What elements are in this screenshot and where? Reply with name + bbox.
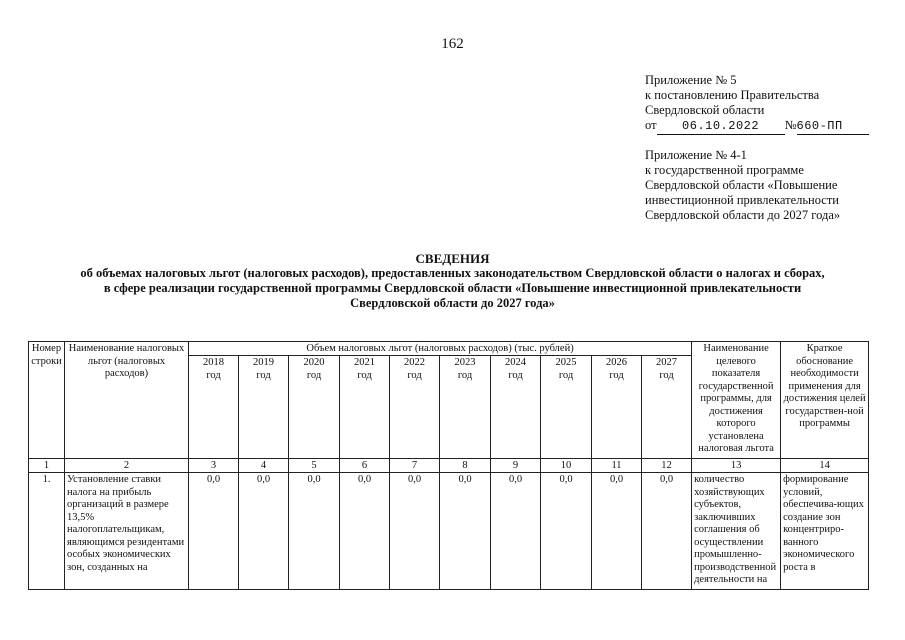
header-name: Наименование налоговых льгот (налоговых расходов) bbox=[65, 342, 189, 459]
year-unit: год bbox=[306, 369, 322, 381]
column-number: 13 bbox=[692, 459, 781, 473]
column-number: 3 bbox=[189, 459, 239, 473]
year-label: 2023 bbox=[454, 357, 476, 368]
tax-benefits-table bbox=[28, 341, 869, 590]
year-header bbox=[289, 356, 340, 459]
value-cell: 0,0 bbox=[592, 473, 642, 590]
title-line3: Свердловской области до 2027 года» bbox=[350, 296, 555, 310]
year-unit: год bbox=[659, 369, 674, 381]
appendix-program-line5: Свердловской области до 2027 года» bbox=[645, 208, 841, 222]
value-cell: 0,0 bbox=[289, 473, 340, 590]
column-number: 9 bbox=[491, 459, 541, 473]
year-label: 2019 bbox=[253, 357, 274, 368]
column-number: 14 bbox=[781, 459, 869, 473]
year-header bbox=[390, 356, 440, 459]
appendix-decree-line1: Приложение № 5 bbox=[645, 73, 737, 87]
year-header bbox=[642, 356, 692, 459]
value-cell: 0,0 bbox=[340, 473, 390, 590]
header-indicator: Наименование целевого показателя государственной программы, для достижения которого установлена налоговая льгота bbox=[692, 342, 781, 459]
year-unit: год bbox=[357, 369, 372, 381]
column-number: 6 bbox=[340, 459, 390, 473]
header-justification: Краткое обоснование необходимости применения для достижения целей государствен-ной программы bbox=[781, 342, 869, 459]
column-number: 2 bbox=[65, 459, 189, 473]
year-label: 2025 bbox=[555, 357, 577, 368]
column-number-row bbox=[29, 459, 869, 473]
year-header bbox=[440, 356, 491, 459]
year-label: 2021 bbox=[354, 357, 375, 368]
table-row bbox=[29, 473, 869, 590]
year-label: 2022 bbox=[404, 357, 425, 368]
decree-number: 660-ПП bbox=[797, 119, 869, 135]
year-unit: год bbox=[609, 369, 624, 381]
year-unit: год bbox=[206, 369, 221, 381]
year-header bbox=[491, 356, 541, 459]
appendix-program-line2: к государственной программе bbox=[645, 163, 804, 177]
column-number: 7 bbox=[390, 459, 440, 473]
year-header bbox=[541, 356, 592, 459]
appendix-program bbox=[645, 148, 840, 223]
year-label: 2020 bbox=[303, 357, 325, 368]
value-cell: 0,0 bbox=[189, 473, 239, 590]
value-cell: 0,0 bbox=[541, 473, 592, 590]
year-header bbox=[189, 356, 239, 459]
header-volume: Объем налоговых льгот (налоговых расходов) (тыс. рублей) bbox=[189, 342, 692, 356]
year-label: 2027 bbox=[656, 357, 678, 368]
year-unit: год bbox=[558, 369, 574, 381]
appendix-decree bbox=[645, 73, 869, 135]
row-number: 1. bbox=[29, 473, 65, 590]
column-number: 4 bbox=[239, 459, 289, 473]
value-cell: 0,0 bbox=[440, 473, 491, 590]
year-header bbox=[340, 356, 390, 459]
year-unit: год bbox=[457, 369, 473, 381]
year-label: 2026 bbox=[606, 357, 627, 368]
column-number: 12 bbox=[642, 459, 692, 473]
header-row-top bbox=[29, 342, 869, 356]
page-number: 162 bbox=[441, 36, 464, 52]
value-cell: 0,0 bbox=[390, 473, 440, 590]
year-unit: год bbox=[256, 369, 271, 381]
column-number: 8 bbox=[440, 459, 491, 473]
value-cell: 0,0 bbox=[491, 473, 541, 590]
decree-date: 06.10.2022 bbox=[657, 119, 785, 135]
appendix-decree-line2: к постановлению Правительства bbox=[645, 88, 820, 102]
column-number: 11 bbox=[592, 459, 642, 473]
year-label: 2024 bbox=[505, 357, 526, 368]
target-indicator: количество хозяйствующих субъектов, заключивших соглашения об осуществлении промышленно-производственной деятельности на bbox=[692, 473, 781, 590]
title-line2: в сфере реализации государственной программы Свердловской области «Повышение инвестиционной привлекательности bbox=[103, 281, 802, 295]
year-unit: год bbox=[407, 369, 422, 381]
appendix-decree-line3: Свердловской области bbox=[645, 103, 765, 117]
date-prefix: от bbox=[645, 118, 657, 132]
year-label: 2018 bbox=[203, 357, 224, 368]
column-number: 10 bbox=[541, 459, 592, 473]
document-title bbox=[0, 251, 905, 311]
column-number: 5 bbox=[289, 459, 340, 473]
appendix-program-line3: Свердловской области «Повышение bbox=[645, 178, 838, 192]
header-row-number: Номер строки bbox=[29, 342, 65, 459]
number-prefix: № bbox=[784, 118, 797, 132]
justification: формирование условий, обеспечива-ющих создание зон концентриро-ванного экономического роста в bbox=[781, 473, 869, 590]
column-number: 1 bbox=[29, 459, 65, 473]
benefit-name: Установление ставки налога на прибыль организаций в размере 13,5% налогоплательщикам, являющимся резидентами особых экономических зон, созданных на bbox=[65, 473, 189, 590]
year-header bbox=[592, 356, 642, 459]
year-unit: год bbox=[508, 369, 523, 381]
appendix-program-line1: Приложение № 4-1 bbox=[645, 148, 747, 162]
year-header bbox=[239, 356, 289, 459]
appendix-decree-date-line bbox=[645, 118, 869, 135]
title-main: СВЕДЕНИЯ bbox=[415, 251, 490, 266]
value-cell: 0,0 bbox=[642, 473, 692, 590]
value-cell: 0,0 bbox=[239, 473, 289, 590]
title-line1: об объемах налоговых льгот (налоговых расходов), предоставленных законодательством Свердловской области о налогах и сборах, bbox=[80, 266, 825, 280]
appendix-program-line4: инвестиционной привлекательности bbox=[645, 193, 840, 207]
